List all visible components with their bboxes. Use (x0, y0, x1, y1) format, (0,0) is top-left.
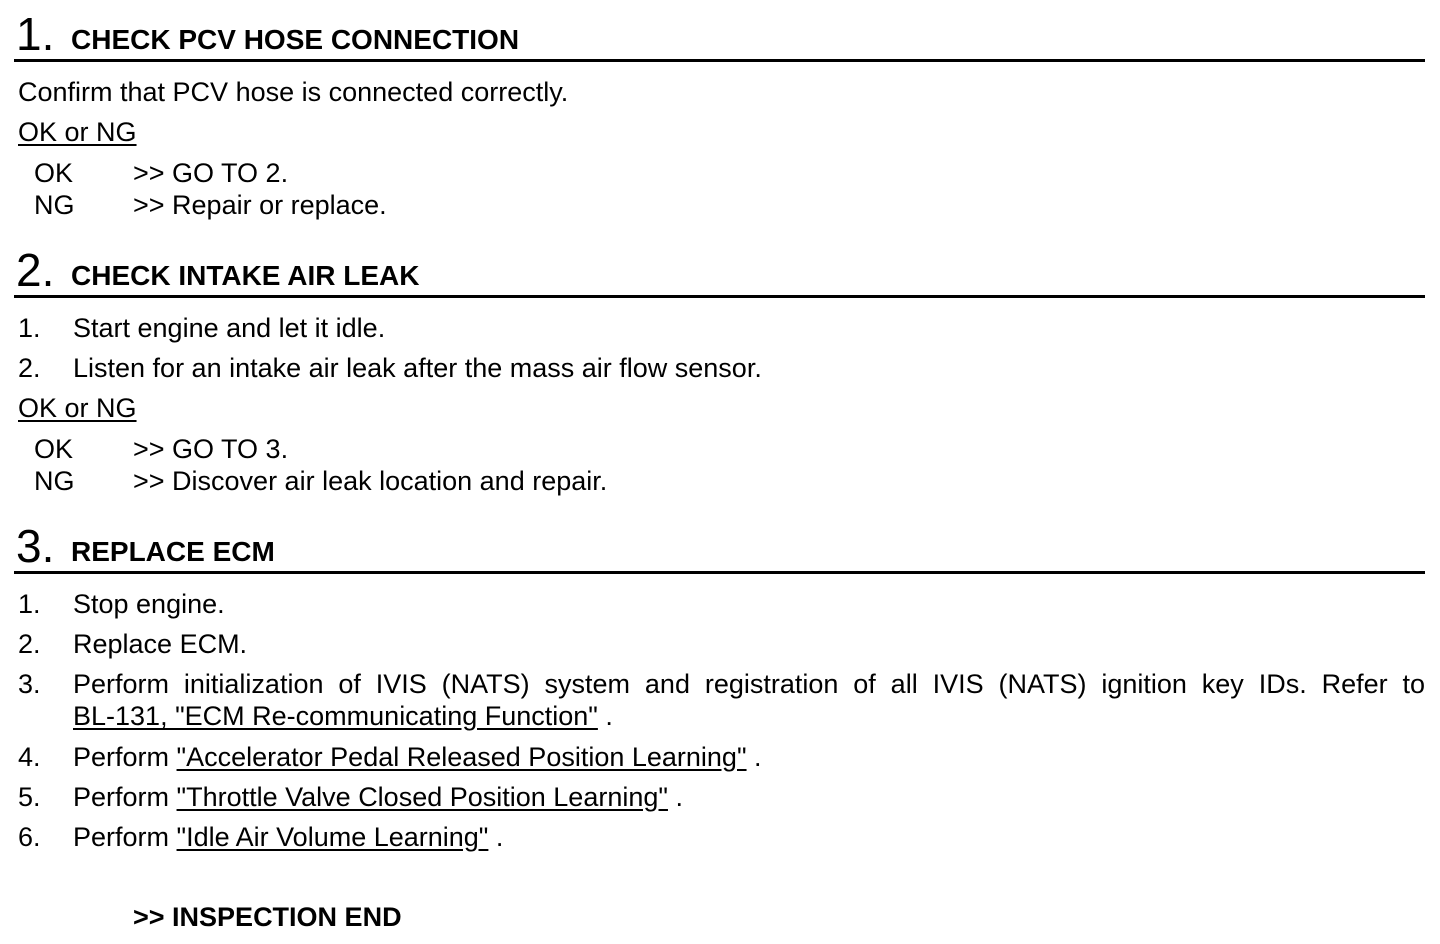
step-3-item-6-suffix: . (488, 822, 504, 852)
step-3-item-3-text: Perform initialization of IVIS (NATS) system and registration of all IVIS (NATS) ignition key IDs. Refer to (73, 669, 1425, 699)
step-3-item-5-text (73, 781, 683, 813)
step-2-ok-ng-label: OK or NG (18, 393, 137, 423)
step-3-header (14, 522, 1425, 574)
step-3-item-5-suffix: . (667, 782, 683, 812)
step-1-result-ng-key: NG (34, 190, 75, 220)
step-2-result-ok-value: >> GO TO 3. (133, 434, 289, 464)
step-1-ok-ng-label: OK or NG (18, 117, 137, 147)
step-3-item-6-prefix: Perform (73, 822, 177, 852)
step-2-number: 2. (16, 244, 55, 296)
step-3-item-6-text (73, 821, 503, 853)
step-3-item-3-continuation (73, 700, 613, 732)
step-3-item-6-number: 6. (18, 822, 41, 852)
step-2-result-ok-key: OK (34, 434, 74, 464)
step-3-item-4-suffix: . (746, 742, 762, 772)
step-3-item-4-number: 4. (18, 742, 41, 772)
step-3-item-3-suffix: . (597, 701, 613, 731)
step-3-item-4-prefix: Perform (73, 742, 177, 772)
step-2-item-2-text: Listen for an intake air leak after the mass air flow sensor. (73, 353, 762, 383)
step-2-result-ng-key: NG (34, 466, 75, 496)
step-2-item-1-text: Start engine and let it idle. (73, 313, 386, 343)
step-3-title: REPLACE ECM (71, 536, 275, 567)
step-2-title: CHECK INTAKE AIR LEAK (71, 260, 420, 291)
step-1-result-ok-key: OK (34, 158, 74, 188)
step-2-header (14, 246, 1425, 298)
step-3-item-2-number: 2. (18, 629, 41, 659)
inspection-end: >> INSPECTION END (133, 902, 402, 932)
step-1-number: 1. (16, 8, 55, 60)
step-2-item-2-number: 2. (18, 353, 41, 383)
ecm-recommunicating-function-link[interactable]: BL-131, "ECM Re-communicating Function" (73, 701, 598, 731)
step-1-header (14, 10, 1425, 62)
step-1-result-ok-value: >> GO TO 2. (133, 158, 289, 188)
step-1-intro: Confirm that PCV hose is connected correctly. (18, 77, 569, 107)
step-2-result-ng-value: >> Discover air leak location and repair. (133, 466, 608, 496)
throttle-valve-learning-link[interactable]: "Throttle Valve Closed Position Learning" (176, 782, 668, 812)
step-2-item-1-number: 1. (18, 313, 41, 343)
step-3-number: 3. (16, 520, 55, 572)
step-3-item-3-number: 3. (18, 669, 41, 699)
accelerator-pedal-learning-link[interactable]: "Accelerator Pedal Released Position Learning" (176, 742, 747, 772)
step-3-item-1-text: Stop engine. (73, 589, 225, 619)
step-1-result-ng-value: >> Repair or replace. (133, 190, 387, 220)
step-1-title: CHECK PCV HOSE CONNECTION (71, 24, 520, 55)
step-3-item-4-text (73, 741, 762, 773)
step-3-item-5-number: 5. (18, 782, 41, 812)
step-3-item-5-prefix: Perform (73, 782, 177, 812)
step-3-item-2-text: Replace ECM. (73, 629, 248, 659)
idle-air-volume-learning-link[interactable]: "Idle Air Volume Learning" (176, 822, 489, 852)
step-3-item-1-number: 1. (18, 589, 41, 619)
